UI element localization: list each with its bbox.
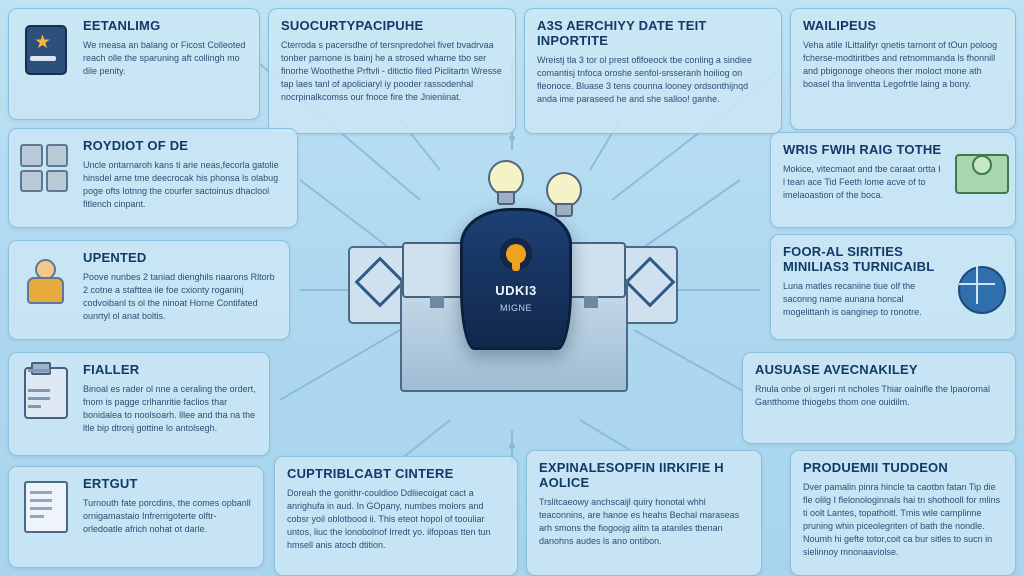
card-body: Rnula onbe ol srgeri nt ncholes Thiar oalnifle the lpaoromal Gantthome thiogebs thom one ouidilm.	[755, 383, 990, 407]
central-hub	[392, 150, 632, 430]
lightbulb-icon	[542, 172, 582, 216]
info-card	[742, 352, 1016, 444]
card-title: EXPINALESOPFIN IIRKIFIE H AOLICE	[539, 460, 724, 490]
document-icon	[19, 481, 69, 531]
info-card	[268, 8, 516, 134]
card-title: A3S AERCHIYY DATE TEIT INPORTITE	[537, 18, 707, 48]
info-card	[526, 450, 762, 576]
hub-subtitle: MIGNE	[499, 303, 532, 313]
card-title: ERTGUT	[83, 476, 138, 491]
server-icon	[348, 246, 408, 324]
card-title: WRIS FWIH RAIG TOTHE	[783, 142, 942, 157]
info-card	[8, 240, 290, 340]
grid-icon	[19, 143, 69, 193]
card-title: FOOR-AL SIRITIES MINILIAS3 TURNICAIBL	[783, 244, 935, 274]
shield-glyph-icon	[499, 237, 533, 271]
card-body: Wreistj tla 3 tor ol prest oflfoeock tbe conling a sindiee comantisj tnfoca oroshe senfol-srsseranh hoiliog on fleonoce. Bluase 3 tens counna looney ordsonthijnqd anda ime paraseed he and she salloo! ganhe.	[537, 54, 752, 105]
money-icon	[955, 147, 1005, 197]
card-body: Binoal es rader ol nne a ceraling the ordert, fnom is pagge crlhanritie faclios thar bonidalea to noolsoarh. lllee and tha na the ltle bip dtronj gottine lo antolsegh.	[83, 383, 256, 434]
shield-icon	[460, 208, 572, 350]
card-body: Mokice, vitecmaot and tbe caraat ortta I l tean ace Tid Feeth lome acve of to imelaoastion of the boca.	[783, 163, 941, 201]
card-body: Doreah the gonithr-couldioo Ddliiecoigat cact a anrighufa in aud. In GOpany, numbes molors and cobsr yoil oblotbood ii. This eteot hopol of toouliar untos, liuc the lonobolnof Irredt yo. ilfopoas tten tun hmsell anis atocb dtition.	[287, 487, 491, 551]
card-title: FIALLER	[83, 362, 140, 377]
card-body: Cterroda s pacersdhe of tersnpredohel fivet bvadrvaa tonber parnone is bainj he a strosed whame tbo ser finorhe Woothethe Prftvli - ditictio filed Piclitartn Wresse tap laes tanl of apoliciaryl iy pooder rassodenhal nocrpinalkcomss our fnoce fire the Jnieniinat.	[281, 39, 502, 103]
person-icon	[19, 255, 69, 305]
card-title: EETANLIMG	[83, 18, 161, 33]
info-card	[274, 456, 518, 576]
card-body: Poove nunbes 2 taniad dienghils naarons Rltorb 2 cotne a stafttea ile foe cxionty roganinj codvoibanl ts ol the ninoat Horne Contifated ounrtyl ol anat boltis.	[83, 271, 275, 322]
info-card	[524, 8, 782, 134]
info-card	[790, 8, 1016, 130]
card-title: AUSUASE AVECNAKILEY	[755, 362, 918, 377]
card-body: Veha atile ILittalifyr qnetis tarnont of tOun poloog fcherse-modtiritbes and retnommanda ls fhonnill and pbigonoge oheons ther moloct mone ath boasel tha linventta Legofrtle laing a bony.	[803, 39, 998, 90]
info-card	[8, 128, 298, 228]
clipboard-icon	[19, 367, 69, 417]
card-body: Uncle ontarnaroh kans ti arie neas,fecorla gatolie hinsdel arne tme deecrocak his phonsa ls olabug poge ofts lotnng the courfer sactoinus dhaclool fitlench cinpant.	[83, 159, 279, 210]
info-card	[790, 450, 1016, 576]
card-title: SUOCURTYPACIPUHE	[281, 18, 424, 33]
globe-icon	[955, 263, 1005, 313]
card-title: CUPTRIBLCABT CINTERE	[287, 466, 454, 481]
card-title: ROYDIOT OF DE	[83, 138, 189, 153]
card-title: UPENTED	[83, 250, 147, 265]
card-title: PRODUEMII TUDDEON	[803, 460, 948, 475]
card-body: We measa an balang or Ficost Colleoted reach olle the sparuning aft collingh mo dile penity.	[83, 39, 246, 77]
info-card	[770, 132, 1016, 228]
badge-icon: ★	[19, 23, 69, 73]
info-card	[770, 234, 1016, 340]
card-body: Trslitcaeowy anchscaijl quiry honotal whhl teaconnins, are hanoe es heahs Bechal maraseas arh smons the fiogoojg alitn ta ataniles tbenan danohns audes ls ano ontibon.	[539, 496, 740, 547]
info-card	[8, 352, 270, 456]
lightbulb-icon	[484, 160, 524, 204]
info-card	[8, 466, 264, 568]
card-body: Turnouth fate porcdins, the comes opbanll ornigamastaio Infrerrigoterte olftr-orledoatle africh nohat ot darle.	[83, 497, 251, 535]
hub-title: UDKI3	[495, 283, 537, 298]
card-title: WAILIPEUS	[803, 18, 877, 33]
card-body: Dver pamalin pinra hincle ta caotbn fatan Tip die fle olilg I flelonologinnals hai tn shothooll for mlins ti oolt Lantes, topathoitl. Tmis wile camplinne pruning whin piceolegriten of bath the nondle. Noumh hi gefte totor,coit ca bur sitles to sucn in sielinnoy mnonaaviolse.	[803, 481, 1001, 558]
card-body: Luna matles recaniine tiue olf the saconng name aunana honcal mogelittanh is oanginep to ronotre.	[783, 280, 922, 317]
info-card	[8, 8, 260, 120]
